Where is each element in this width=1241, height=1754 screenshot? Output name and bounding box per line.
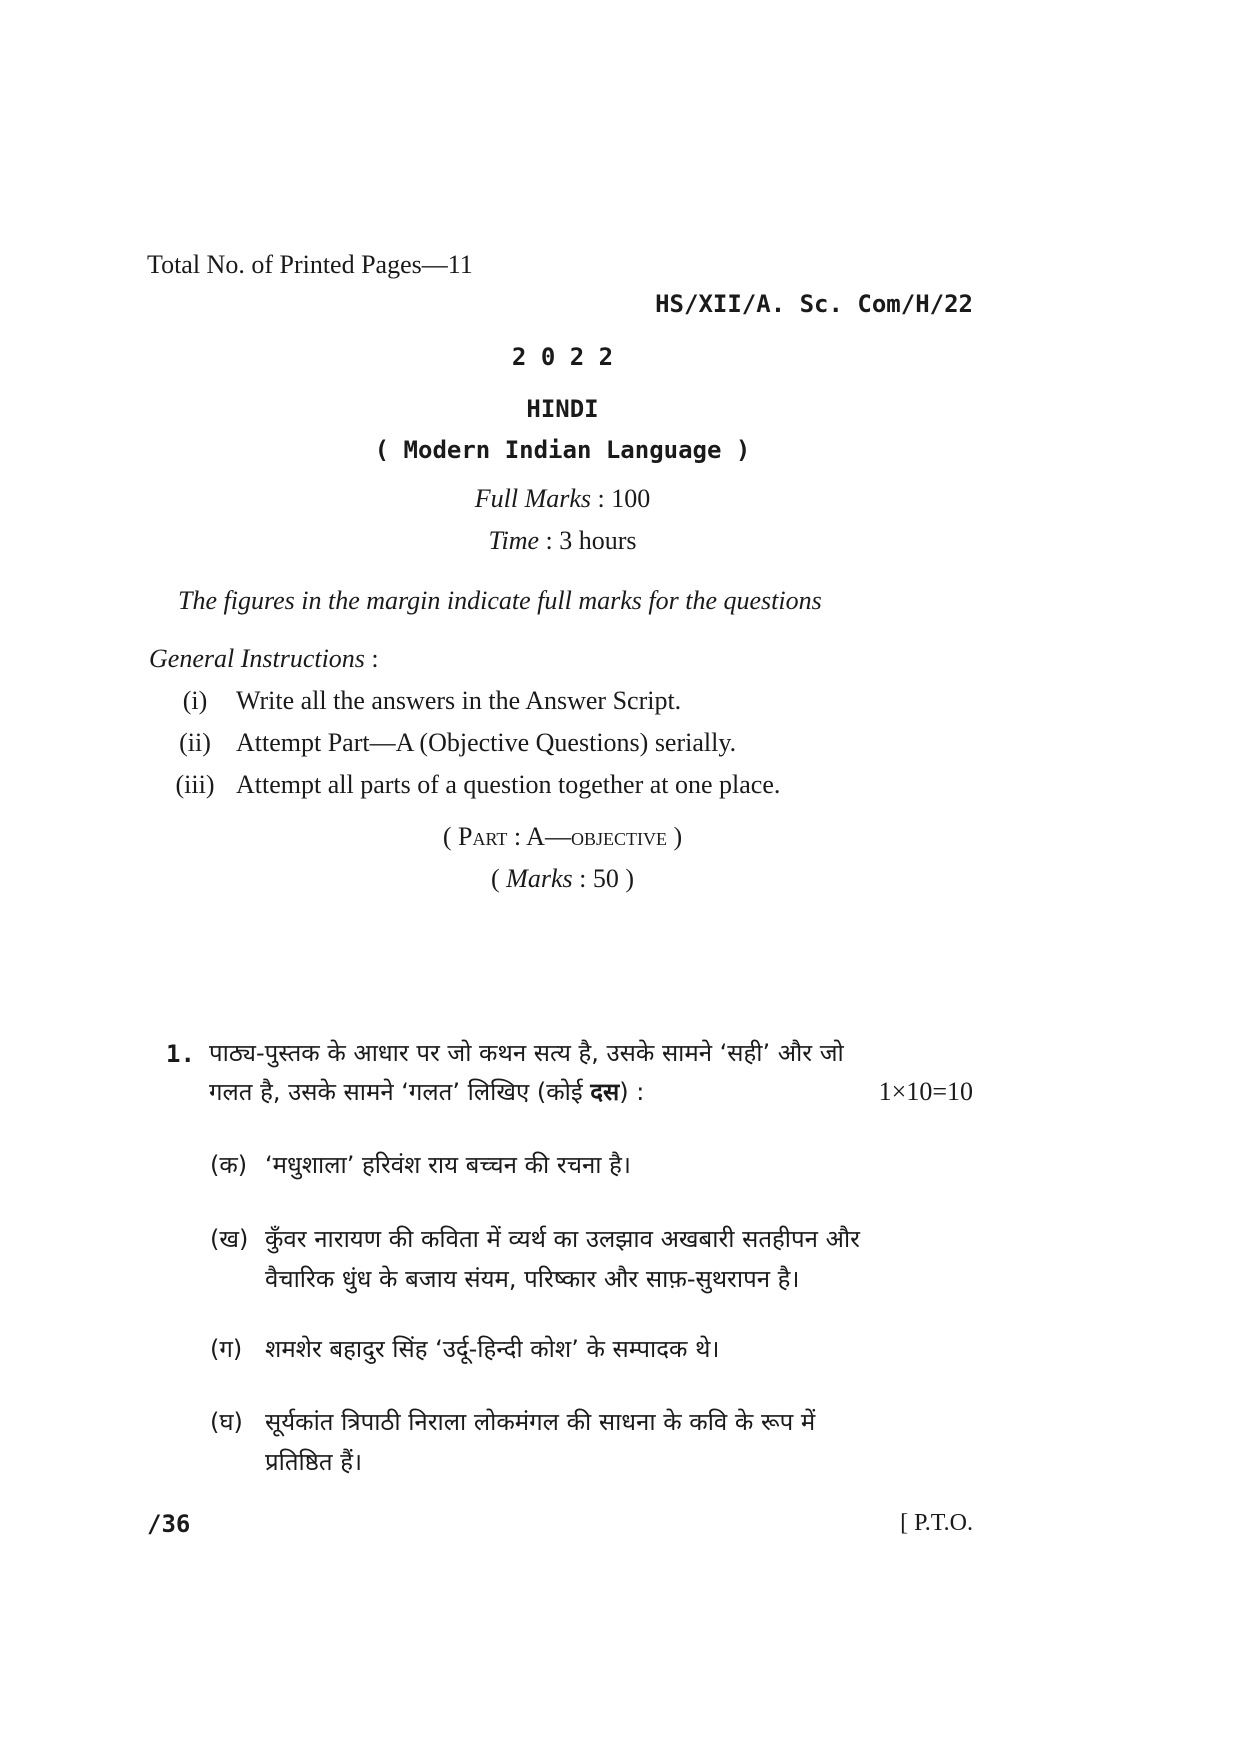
option-text: कुँवर नारायण की कविता में व्यर्थ का उलझाव अखबारी सतहीपन और: [265, 1225, 860, 1253]
option-text: ‘मधुशाला’ हरिवंश राय बच्चन की रचना है।: [265, 1151, 631, 1179]
footer-pto: [ P.T.O.: [900, 1510, 973, 1536]
option-text: सूर्यकांत त्रिपाठी निराला लोकमंगल की साधना के कवि के रूप में: [265, 1408, 816, 1436]
option-text: प्रतिष्ठित हैं।: [265, 1448, 363, 1476]
subject-title: HINDI: [526, 395, 599, 423]
instruction-text: Attempt all parts of a question together at one place.: [236, 770, 781, 799]
option-label: (ख): [210, 1225, 249, 1253]
list-item: [210, 1332, 970, 1366]
paper-code: HS/XII/A. Sc. Com/H/22: [655, 290, 973, 318]
instruction-number: (iii): [175, 770, 215, 799]
time-line: [0, 526, 1125, 556]
exam-year: 2 0 2 2: [511, 343, 614, 371]
instruction-item: [165, 728, 965, 758]
time-label: Time: [488, 526, 540, 555]
question-text-line: [209, 1075, 644, 1108]
part-marks-label: Marks: [506, 864, 573, 893]
instruction-text: Attempt Part—A (Objective Questions) serially.: [236, 728, 737, 757]
instruction-number: (ii): [179, 728, 211, 757]
option-text: वैचारिक धुंध के बजाय संयम, परिष्कार और साफ़-सुथरापन है।: [265, 1265, 800, 1293]
part-marks-value: : 50 ): [579, 864, 634, 893]
option-label: (घ): [210, 1408, 243, 1436]
question-marks: 1×10=10: [878, 1077, 973, 1106]
question-text-part: गलत है, उसके सामने ‘गलत’ लिखिए (कोई: [209, 1078, 583, 1106]
instruction-number: (i): [182, 686, 208, 715]
instruction-text: Write all the answers in the Answer Script.: [236, 686, 682, 715]
option-label: (ग): [210, 1335, 243, 1363]
time-value: : 3 hours: [545, 526, 637, 555]
full-marks-value: : 100: [597, 484, 651, 513]
footer-code: /36: [147, 1510, 191, 1538]
margin-note: The figures in the margin indicate full marks for the questions: [178, 586, 822, 615]
part-marks-open: (: [491, 864, 500, 893]
option-text: शमशेर बहादुर सिंह ‘उर्दू-हिन्दी कोश’ के सम्पादक थे।: [265, 1335, 720, 1363]
instructions-heading: [149, 644, 379, 674]
question-text-emphasis: दस: [590, 1078, 620, 1106]
question-text-part: ) :: [619, 1078, 645, 1106]
instructions-heading-colon: :: [371, 644, 379, 673]
part-marks: [0, 864, 1125, 894]
subject-subtitle: ( Modern Indian Language ): [374, 436, 751, 464]
question-number: 1.: [166, 1040, 195, 1068]
list-item: [210, 1405, 970, 1483]
question-text-line: पाठ्य-पुस्तक के आधार पर जो कथन सत्य है, उसके सामने ‘सही’ और जो: [209, 1039, 844, 1067]
option-label: (क): [210, 1151, 248, 1179]
full-marks-label: Full Marks: [474, 484, 592, 513]
list-item: [210, 1148, 970, 1182]
full-marks-line: [0, 484, 1125, 514]
instruction-item: [165, 770, 965, 800]
list-item: [210, 1222, 970, 1300]
instructions-heading-text: General Instructions: [149, 644, 365, 673]
instruction-item: [165, 686, 965, 716]
total-pages-note: Total No. of Printed Pages—11: [147, 250, 473, 279]
part-title: ( Part : A—objective ): [442, 822, 683, 851]
